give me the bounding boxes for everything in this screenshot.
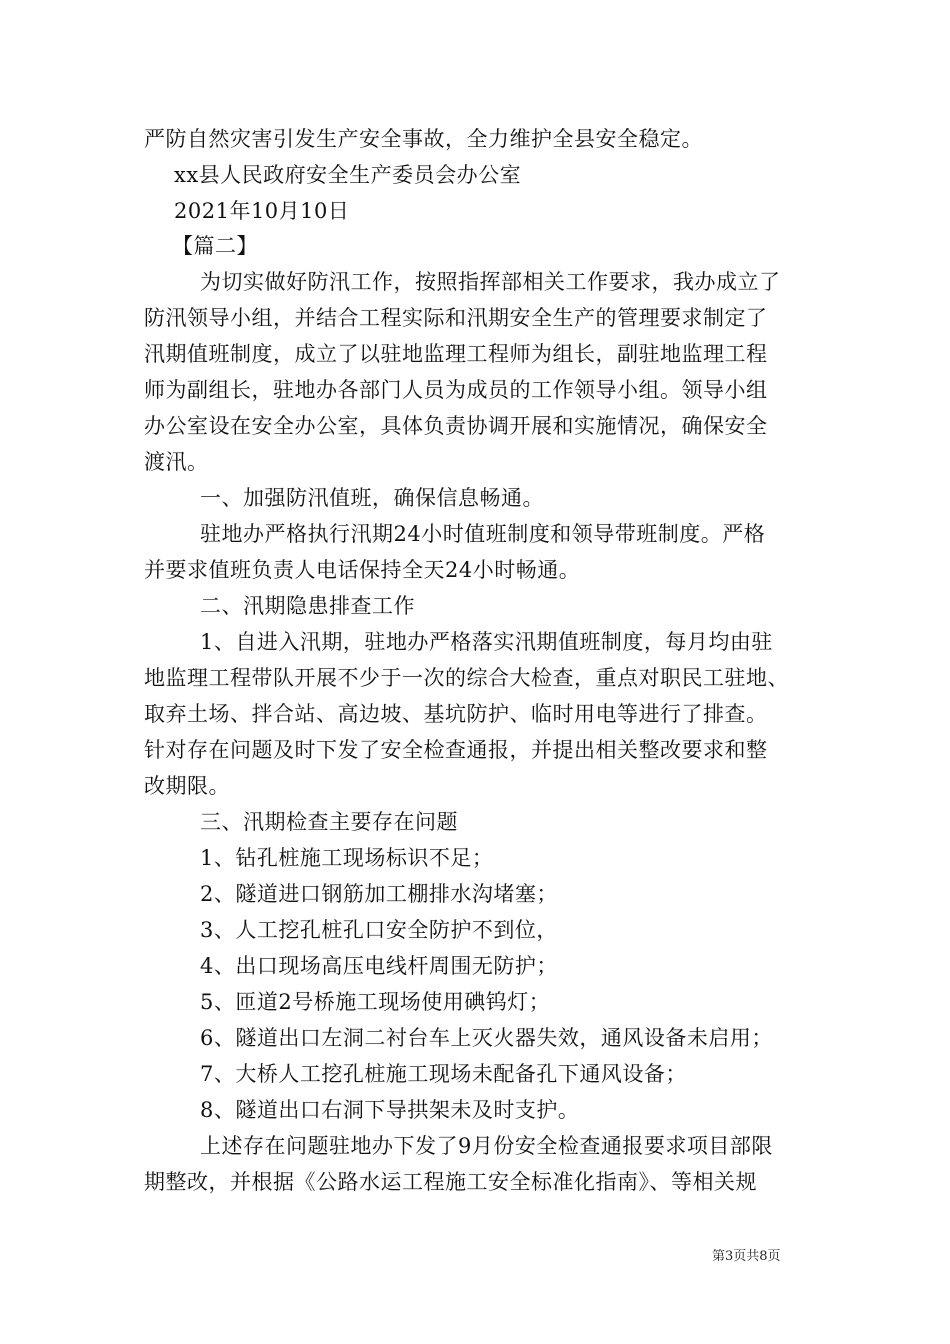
list-item: 1、钻孔桩施工现场标识不足； (200, 846, 494, 870)
text-line: 地监理工程带队开展不少于一次的综合大检查，重点对职民工驻地、 (144, 666, 789, 690)
text-line: 期整改，并根据《公路水运工程施工安全标准化指南》、等相关规 (144, 1170, 757, 1194)
text-line: 办公室设在安全办公室，具体负责协调开展和实施情况，确保安全 (144, 414, 768, 438)
page-number: 第3页共8页 (712, 1249, 781, 1264)
subheading: 三、汛期检查主要存在问题 (200, 810, 458, 834)
text-line: 取弃土场、拌合站、高边坡、基坑防护、临时用电等进行了排查。 (144, 702, 768, 726)
section-heading: 【篇二】 (172, 234, 258, 258)
list-item: 8、隧道出口右洞下导拱架未及时支护。 (200, 1098, 580, 1122)
text-line: 改期限。 (144, 774, 230, 798)
text-line: 汛期值班制度，成立了以驻地监理工程师为组长，副驻地监理工程 (144, 342, 768, 366)
text-line: 为切实做好防汛工作，按照指挥部相关工作要求，我办成立了 (200, 270, 781, 294)
text-line: 防汛领导小组，并结合工程实际和汛期安全生产的管理要求制定了 (144, 306, 768, 330)
list-item: 3、人工挖孔桩孔口安全防护不到位， (200, 918, 558, 942)
text-line: 渡汛。 (144, 450, 209, 474)
subheading: 一、加强防汛值班，确保信息畅通。 (200, 486, 544, 510)
list-item: 5、匝道2号桥施工现场使用碘钨灯； (200, 990, 551, 1014)
text-line: 并要求值班负责人电话保持全天24小时畅通。 (144, 558, 581, 582)
text-line: 师为副组长，驻地办各部门人员为成员的工作领导小组。领导小组 (144, 378, 768, 402)
text-line: 严防自然灾害引发生产安全事故，全力维护全县安全稳定。 (144, 127, 703, 151)
list-item: 2、隧道进口钢筋加工棚排水沟堵塞； (200, 882, 558, 906)
subheading: 二、汛期隐患排查工作 (200, 594, 415, 618)
text-line: 1、自进入汛期，驻地办严格落实汛期值班制度，每月均由驻 (200, 630, 773, 654)
list-item: 4、出口现场高压电线杆周围无防护； (200, 954, 558, 978)
signature-date: 2021年10月10日 (174, 199, 350, 223)
text-line: 上述存在问题驻地办下发了9月份安全检查通报要求项目部限 (200, 1134, 773, 1158)
list-item: 7、大桥人工挖孔桩施工现场未配备孔下通风设备； (200, 1062, 687, 1086)
list-item: 6、隧道出口左洞二衬台车上灭火器失效，通风设备未启用； (200, 1026, 773, 1050)
signature-org: xx县人民政府安全生产委员会办公室 (174, 163, 522, 187)
text-line: 针对存在问题及时下发了安全检查通报，并提出相关整改要求和整 (144, 738, 768, 762)
text-line: 驻地办严格执行汛期24小时值班制度和领导带班制度。严格 (200, 522, 766, 546)
